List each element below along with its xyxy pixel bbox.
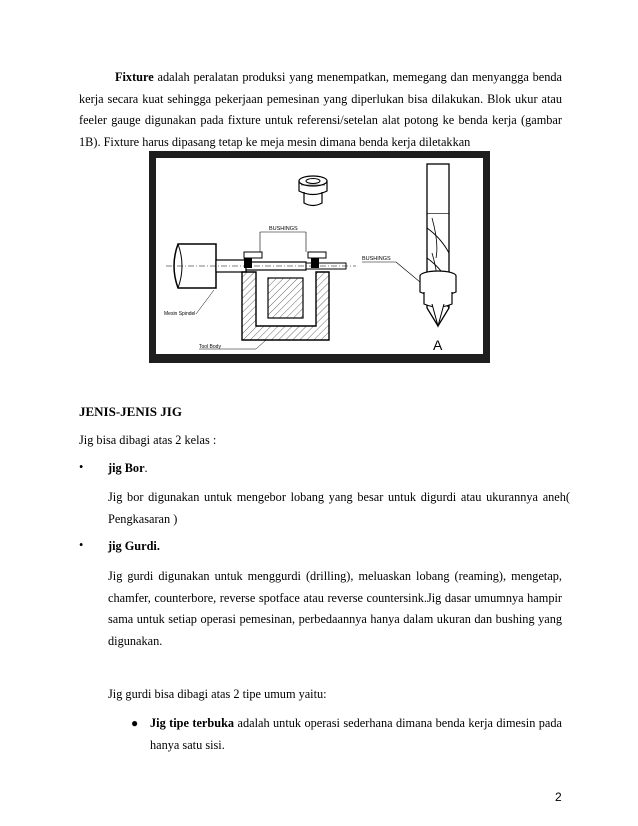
page-number: 2 [555, 790, 562, 804]
subtype-title: Jig tipe terbuka [150, 716, 235, 730]
label-bushings-right: BUSHINGS [362, 256, 391, 262]
subtypes-intro: Jig gurdi bisa dibagi atas 2 tipe umum yaitu: [108, 687, 327, 701]
subtype-paragraph [150, 713, 562, 756]
bushing-top-drawing [299, 176, 327, 206]
intro-term: Fixture [115, 70, 154, 84]
item-2-title: jig Gurdi. [108, 539, 160, 553]
item-1-title-line [108, 458, 148, 478]
bullet-2: • [79, 538, 84, 552]
item-1-title: jig Bor [108, 461, 145, 475]
intro-text: adalah peralatan produksi yang menempatkan, memegang dan menyangga benda kerja secara kuat sehingga pekerjaan pemesinan yang diperlukan bisa dilakukan. Blok ukur atau feeler gauge digunakan pada fixture untuk referensi/setelan alat potong ke benda kerja (gambar 1B). Fixture harus dipasang tetap ke meja mesin dimana benda kerja diletakkan [79, 70, 562, 149]
subtype-text: adalah untuk operasi sederhana dimana benda kerja dimesin pada hanya satu sisi. [150, 716, 562, 752]
fixture-figure [149, 151, 490, 363]
item-1-description: Jig bor digunakan untuk mengebor lobang yang besar untuk digurdi atau ukurannya aneh( Pengkasaran ) [108, 490, 570, 526]
label-bushings-top: BUSHINGS [269, 226, 298, 232]
label-spindle: Mesin Spindel [164, 311, 196, 317]
fixture-drawing [156, 158, 483, 354]
label-a: A [433, 337, 443, 353]
intro-paragraph [79, 67, 562, 153]
section-heading: JENIS-JENIS JIG [79, 404, 182, 419]
bullet-1: • [79, 460, 84, 474]
section-intro: Jig bisa dibagi atas 2 kelas : [79, 433, 217, 447]
drill-drawing [420, 164, 456, 326]
item-2-description: Jig gurdi digunakan untuk menggurdi (drilling), meluaskan lobang (reaming), mengetap, chamfer, counterbore, reverse spotface atau reverse countersink.Jig dasar umumnya hampir sama untuk setiap operasi pemesinan, perbedaannya hanya dalam ukuran dan bushing yang digunakan. [108, 569, 562, 648]
item-1-title-suffix: . [144, 461, 148, 475]
subtype-bullet: ● [131, 716, 139, 730]
label-tool-body: Tool Body [199, 344, 221, 350]
